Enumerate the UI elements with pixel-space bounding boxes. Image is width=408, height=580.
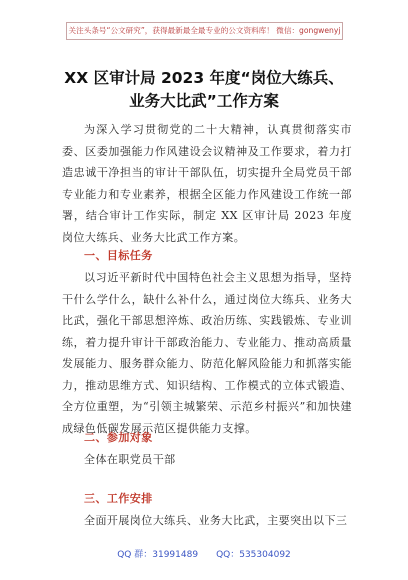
page-footer [0,547,408,560]
promo-banner: 关注头条号“公文研究”，获得最新最全最专业的公文资料库！ 微信：gongwenyj [66,22,343,40]
document-title-line-2: 业务大比武”工作方案 [129,92,279,110]
section-body-goals: 以习近平新时代中国特色社会主义思想为指导，坚持干什么学什么，缺什么补什么，通过岗位大练兵、业务大比武，强化干部思想淬炼、政治历练、实践锻炼、专业训练，着力提升审计干部政治能力、专业能力、推动高质量发展能力、服务群众能力、防范化解风险能力和抓落实能力，推动思维方式、知识结构、工作模式的立体式锻造、全方位重塑，为“引领主城繁荣、示范乡村振兴”和加快建成绿色低碳发展示范区提供能力支撑。 [62,271,352,435]
section-body-participants: 全体在职党员干部 [84,453,176,466]
footer-qq-group: QQ 群：31991489 [117,550,199,560]
section-heading-arrangements: 三、工作安排 [84,492,153,505]
intro-paragraph: 为深入学习贯彻党的二十大精神，认真贯彻落实市委、区委加强能力作风建设会议精神及工作要求，着力打造忠诚干净担当的审计干部队伍，切实提升全局党员干部专业能力和专业素养，根据全区能力作风建设工作统一部署，结合审计工作实际，制定 XX 区审计局 2023 年度岗位大练兵、业务大比武工作方案。 [62,123,352,244]
footer-qq: QQ：535304092 [216,550,291,560]
document-title-line-1: XX 区审计局 2023 年度“岗位大练兵、 [64,69,344,87]
section-heading-participants: 二、参加对象 [84,431,153,444]
section-heading-goals: 一、目标任务 [84,249,153,262]
section-body-arrangements: 全面开展岗位大练兵、业务大比武，主要突出以下三 [84,514,348,527]
